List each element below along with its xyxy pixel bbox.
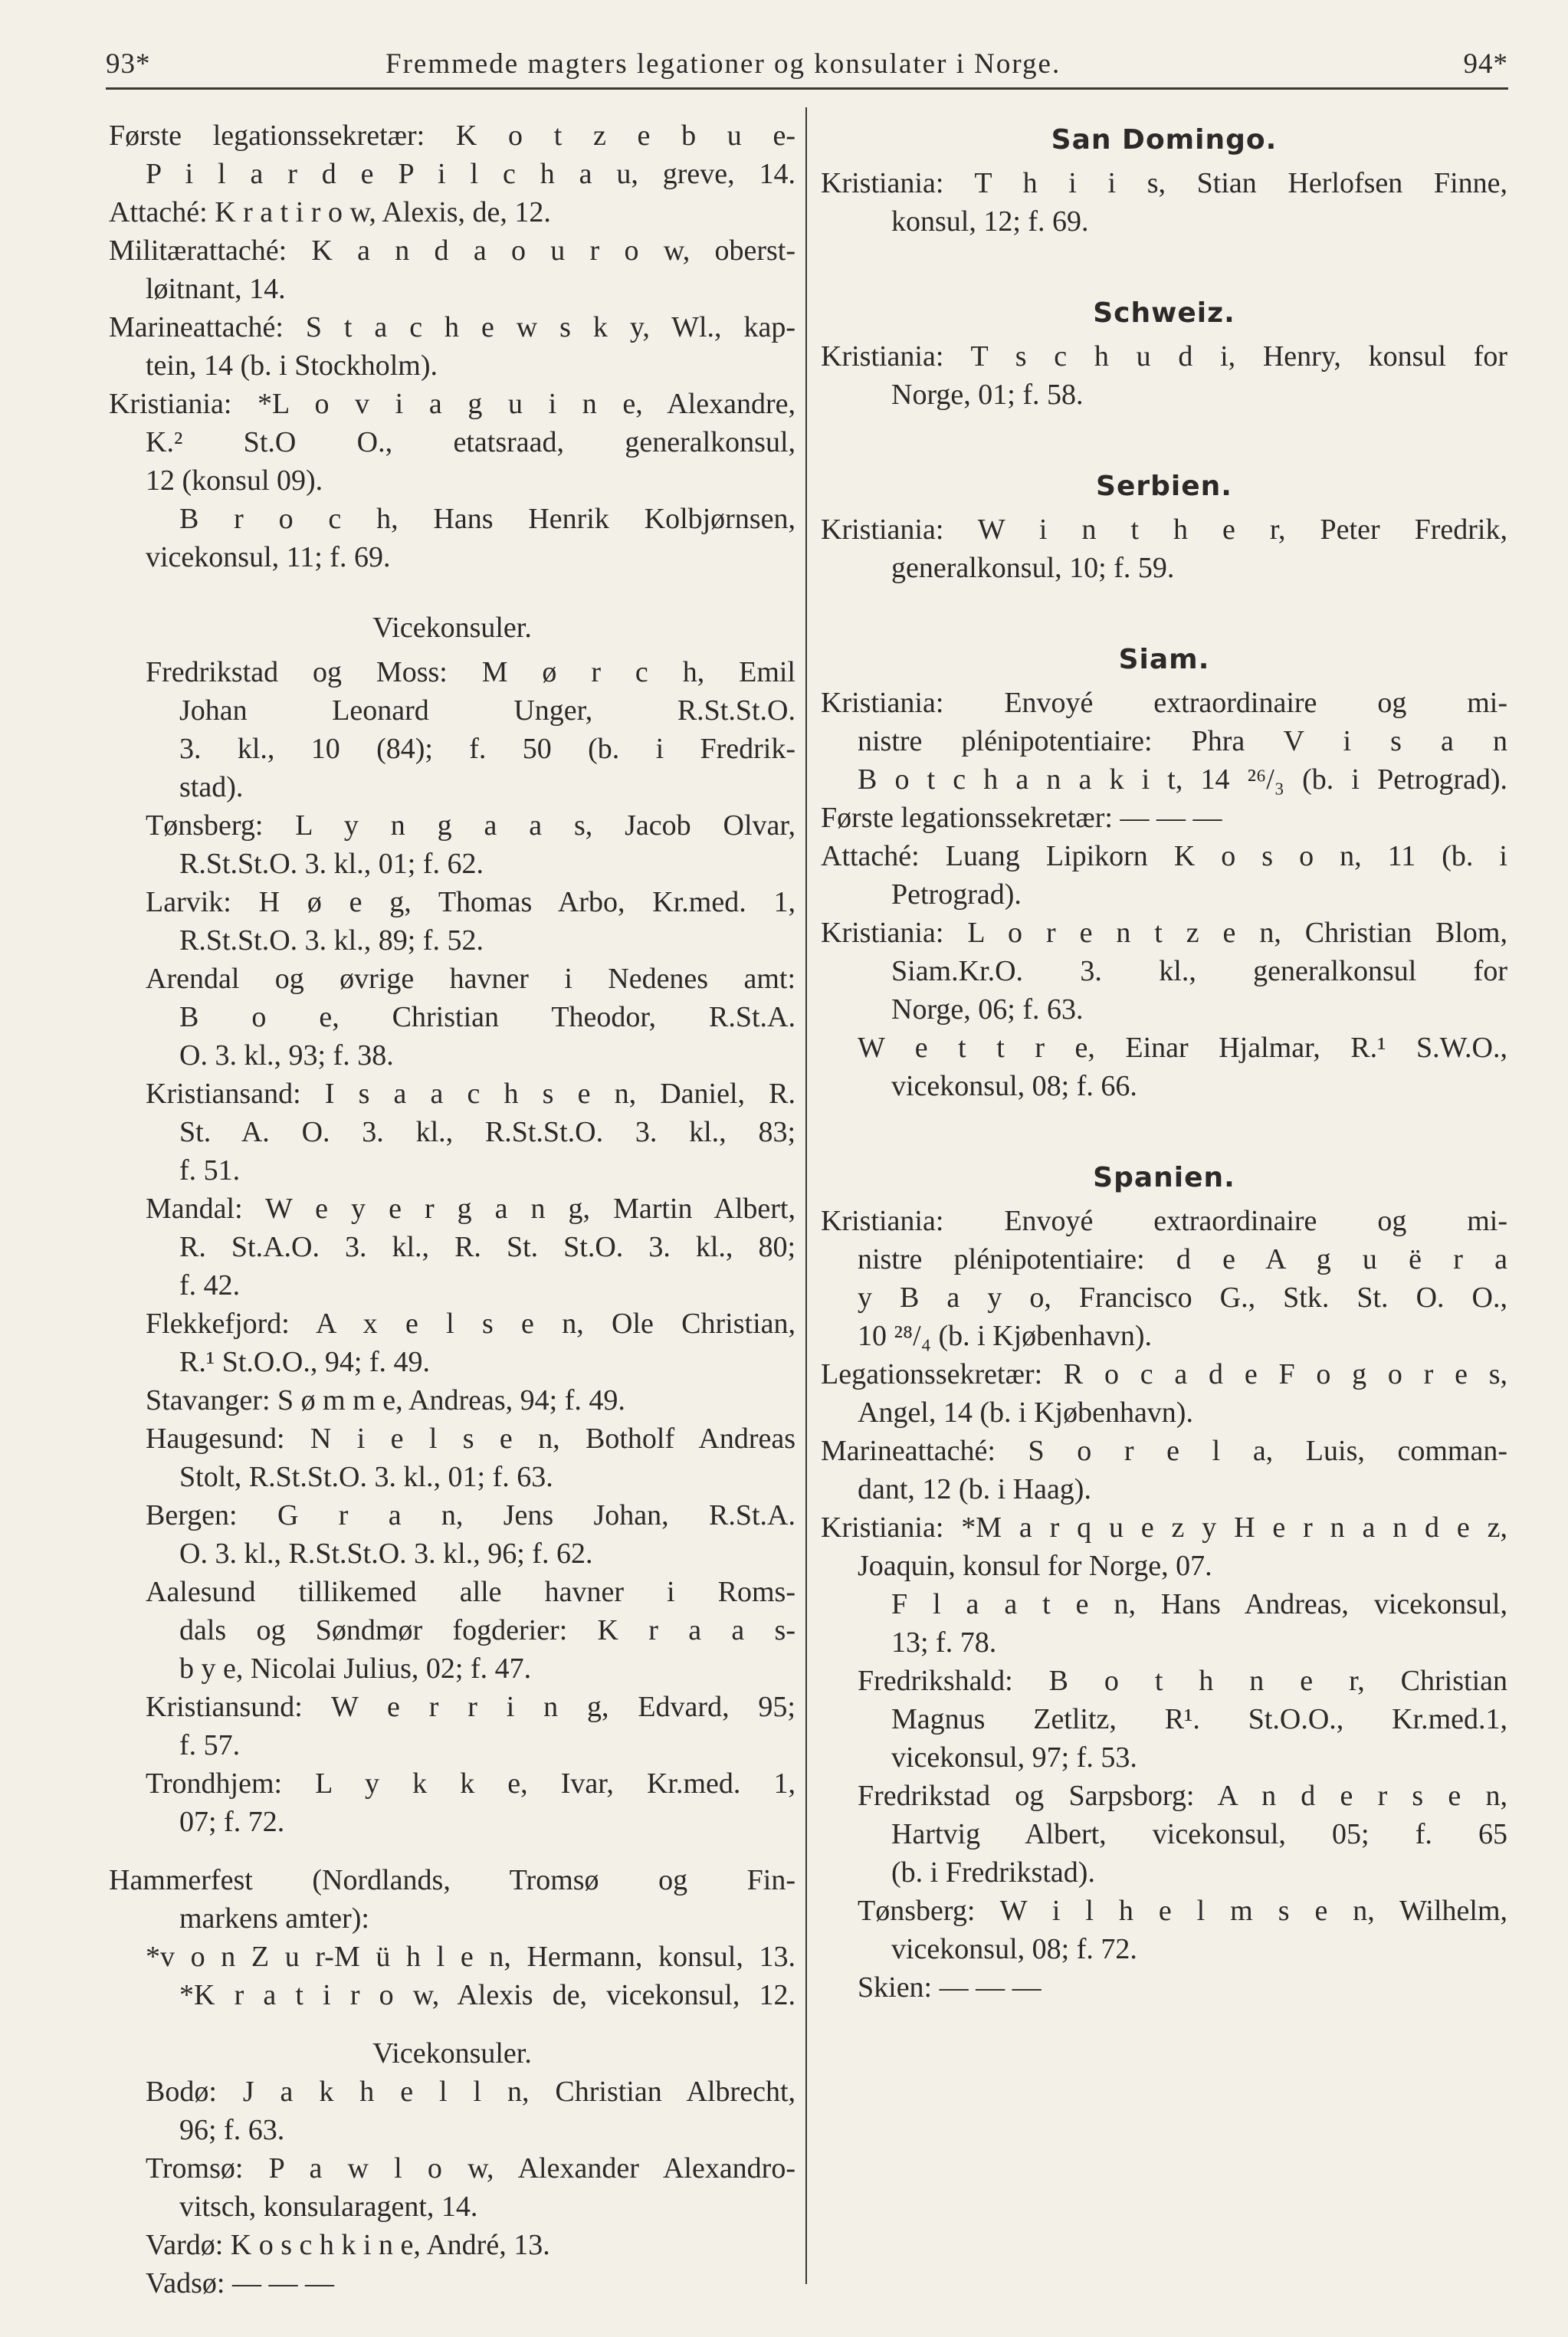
text-line: Joaquin, konsul for Norge, 07. [858, 1550, 1212, 1582]
text-line: Petrograd). [891, 878, 1022, 911]
text-line: R.St.St.O. 3. kl., 89; f. 52. [179, 924, 484, 957]
text-line: Norge, 06; f. 63. [891, 993, 1084, 1026]
text-line: Hartvig Albert, vicekonsul, 05; f. 65 [891, 1818, 1507, 1850]
text-line: Marineattaché: S t a c h e w s k y, Wl., kap- [109, 311, 795, 343]
text-line: generalkonsul, 10; f. 59. [891, 552, 1175, 584]
right-column [821, 117, 1507, 2007]
text-line: Norge, 01; f. 58. [891, 379, 1084, 411]
section-heading-vicekonsuler: Vicekonsuler. [372, 2037, 532, 2069]
country-heading-siam: Siam. [1118, 644, 1210, 675]
text-line: Tønsberg: L y n g a a s, Jacob Olvar, [146, 809, 795, 842]
text-line: (b. i Fredrikstad). [891, 1856, 1095, 1889]
text-line: dant, 12 (b. i Haag). [858, 1473, 1091, 1505]
text-line: løitnant, 14. [146, 273, 286, 305]
text-line: Aalesund tillikemed alle havner i Roms- [146, 1576, 795, 1608]
text-line: K.² St.O O., etatsraad, generalkonsul, [146, 426, 795, 458]
text-line: Legationssekretær: R o c a d e F o g o r e s, [821, 1358, 1507, 1390]
text-line: B r o c h, Hans Henrik Kolbjørnsen, [179, 503, 795, 535]
running-header [106, 48, 1508, 94]
text-line: P i l a r d e P i l c h a u, greve, 14. [146, 158, 795, 190]
text-line: Fredrikstad og Sarpsborg: A n d e r s e n, [858, 1780, 1507, 1812]
text-line: vicekonsul, 08; f. 72. [891, 1933, 1137, 1965]
text-line: vicekonsul, 08; f. 66. [891, 1070, 1137, 1102]
text-line: markens amter): [179, 1902, 369, 1935]
text-line: O. 3. kl., 93; f. 38. [179, 1039, 394, 1072]
country-heading-serbien: Serbien. [1096, 471, 1232, 502]
text-line: 96; f. 63. [179, 2114, 285, 2146]
text-line: Hammerfest (Nordlands, Tromsø og Fin- [109, 1864, 795, 1896]
left-column [109, 117, 795, 2303]
text-line: Tønsberg: W i l h e l m s e n, Wilhelm, [858, 1895, 1507, 1927]
text-line: konsul, 12; f. 69. [891, 205, 1089, 238]
text-line: Johan Leonard Unger, R.St.St.O. [179, 694, 795, 727]
text-line: Vardø: K o s c h k i n e, André, 13. [146, 2229, 550, 2261]
text-line: Haugesund: N i e l s e n, Botholf Andreas [146, 1423, 795, 1455]
text-line: Kristiania: Envoyé extraordinaire og mi- [821, 1205, 1507, 1237]
text-line: Kristiania: *L o v i a g u i n e, Alexandre, [109, 388, 795, 420]
country-heading-san-domingo: San Domingo. [1051, 124, 1278, 156]
text-line: nistre plénipotentiaire: d e A g u ë r a [858, 1243, 1507, 1275]
text-line: O. 3. kl., R.St.St.O. 3. kl., 96; f. 62. [179, 1538, 593, 1570]
text-line: Bodø: J a k h e l l n, Christian Albrecht, [146, 2076, 795, 2108]
text-line: b y e, Nicolai Julius, 02; f. 47. [179, 1653, 532, 1685]
text-line: Kristiansand: I s a a c h s e n, Daniel, R. [146, 1078, 795, 1110]
text-line: St. A. O. 3. kl., R.St.St.O. 3. kl., 83; [179, 1116, 795, 1148]
text-line: Siam.Kr.O. 3. kl., generalkonsul for [891, 955, 1507, 987]
text-line: vicekonsul, 11; f. 69. [146, 541, 391, 573]
text-line: f. 51. [179, 1154, 241, 1187]
text-line: dals og Søndmør fogderier: K r a a s- [179, 1614, 795, 1646]
text-line: Angel, 14 (b. i Kjøbenhavn). [858, 1397, 1193, 1429]
text-line: Larvik: H ø e g, Thomas Arbo, Kr.med. 1, [146, 886, 795, 918]
text-line: Stavanger: S ø m m e, Andreas, 94; f. 49. [146, 1384, 625, 1416]
section-heading-vicekonsuler: Vicekonsuler. [372, 612, 532, 644]
text-line: R.St.St.O. 3. kl., 01; f. 62. [179, 848, 484, 880]
text-line: stad). [179, 771, 244, 803]
text-line: vitsch, konsularagent, 14. [179, 2191, 478, 2223]
running-title: Fremmede magters legationer og konsulater i Norge. [385, 48, 1061, 80]
text-line: 3. kl., 10 (84); f. 50 (b. i Fredrik- [179, 733, 795, 765]
text-line: Magnus Zetlitz, R¹. St.O.O., Kr.med.1, [891, 1703, 1507, 1735]
text-line: 10 ²⁸/₄ (b. i Kjøbenhavn). [858, 1320, 1153, 1352]
text-line: Arendal og øvrige havner i Nedenes amt: [146, 963, 795, 995]
text-line: Kristiania: Envoyé extraordinaire og mi- [821, 687, 1507, 719]
country-heading-schweiz: Schweiz. [1093, 297, 1235, 329]
column-divider [805, 107, 807, 2284]
text-line: Attaché: Luang Lipikorn K o s o n, 11 (b. i [821, 840, 1507, 872]
text-line: W e t t r e, Einar Hjalmar, R.¹ S.W.O., [858, 1032, 1507, 1064]
text-line: *v o n Z u r-M ü h l e n, Hermann, konsul, 13. [146, 1941, 795, 1973]
text-line: vicekonsul, 97; f. 53. [891, 1741, 1137, 1774]
text-line: Mandal: W e y e r g a n g, Martin Albert, [146, 1193, 795, 1225]
country-heading-spanien: Spanien. [1093, 1162, 1235, 1193]
text-line: Kristiania: T h i i s, Stian Herlofsen Finne, [821, 167, 1507, 199]
text-line: R.¹ St.O.O., 94; f. 49. [179, 1346, 431, 1378]
text-line: *K r a t i r o w, Alexis de, vicekonsul, 12. [179, 1979, 795, 2011]
text-line: Kristiania: W i n t h e r, Peter Fredrik, [821, 514, 1507, 546]
text-line: Tromsø: P a w l o w, Alexander Alexandro- [146, 2152, 795, 2184]
text-line: B o t c h a n a k i t, 14 ²⁶/₃ (b. i Petrograd). [858, 763, 1507, 796]
page-number-left: 93* [106, 48, 151, 80]
text-line: Vadsø: — — — [146, 2267, 334, 2299]
page-number-right: 94* [1463, 48, 1508, 80]
text-line: Første legationssekretær: — — — [821, 802, 1222, 834]
text-line: 12 (konsul 09). [146, 464, 323, 497]
text-line: Fredrikshald: B o t h n e r, Christian [858, 1665, 1507, 1697]
text-line: Flekkefjord: A x e l s e n, Ole Christian, [146, 1308, 795, 1340]
text-line: Skien: — — — [858, 1971, 1042, 2004]
text-line: F l a a t e n, Hans Andreas, vicekonsul, [891, 1588, 1507, 1620]
text-line: y B a y o, Francisco G., Stk. St. O. O., [858, 1282, 1507, 1314]
text-line: 07; f. 72. [179, 1806, 285, 1838]
text-line: f. 57. [179, 1729, 241, 1761]
text-line: Kristiansund: W e r r i n g, Edvard, 95; [146, 1691, 795, 1723]
text-line: Trondhjem: L y k k e, Ivar, Kr.med. 1, [146, 1768, 795, 1800]
text-line: nistre plénipotentiaire: Phra V i s a n [858, 725, 1507, 757]
text-line: Kristiania: T s c h u d i, Henry, konsul for [821, 340, 1507, 373]
header-rule [106, 87, 1508, 90]
text-line: f. 42. [179, 1269, 241, 1301]
text-line: R. St.A.O. 3. kl., R. St. St.O. 3. kl., 80; [179, 1231, 795, 1263]
text-line: Militærattaché: K a n d a o u r o w, oberst- [109, 235, 795, 267]
text-line: Første legationssekretær: K o t z e b u e- [109, 120, 795, 152]
text-line: Kristiania: *M a r q u e z y H e r n a n d e z, [821, 1512, 1507, 1544]
text-line: Bergen: G r a n, Jens Johan, R.St.A. [146, 1499, 795, 1531]
text-line: Marineattaché: S o r e l a, Luis, comman- [821, 1435, 1507, 1467]
text-line: Fredrikstad og Moss: M ø r c h, Emil [146, 656, 795, 688]
text-line: Stolt, R.St.St.O. 3. kl., 01; f. 63. [179, 1461, 553, 1493]
text-line: Attaché: K r a t i r o w, Alexis, de, 12. [109, 196, 551, 228]
text-line: tein, 14 (b. i Stockholm). [146, 350, 438, 382]
text-line: 13; f. 78. [891, 1626, 997, 1659]
text-line: B o e, Christian Theodor, R.St.A. [179, 1001, 795, 1033]
text-line: Kristiania: L o r e n t z e n, Christian Blom, [821, 917, 1507, 949]
